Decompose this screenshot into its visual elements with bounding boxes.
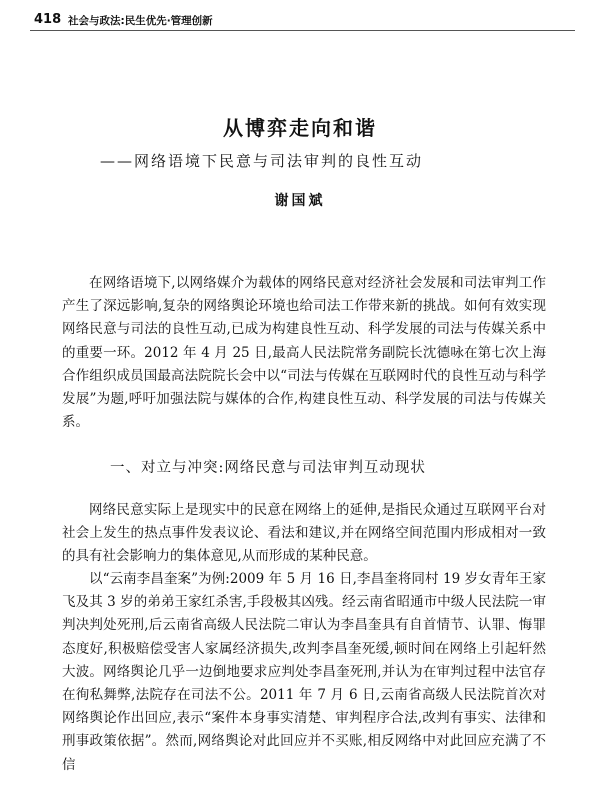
case-paragraph: 以“云南李昌奎案”为例:2009 年 5 月 16 日,李昌奎将同村 19 岁女青年王家飞及其 3 岁的弟弟王家红杀害,手段极其凶残。经云南省昭通市中级人民法院一审判决判处死刑,后云南省高级人民法院二审认为李昌奎具有自首情节、认罪、悔罪态度好,积极赔偿受害人家属经济损失,改判李昌奎死缓,顿时间在网络上引起轩然大波。网络舆论几乎一边倒地要求应判处李昌奎死刑,并认为在审判过程中法官存在徇私舞弊,法院存在司法不公。2011 年 7 月 6 日,云南省高级人民法院首次对网络舆论作出回应,表示“案件本身事实清楚、审判程序合法,改判有事实、法律和刑事政策依据”。然而,网络舆论对此回应并不买账,相反网络中对此回应充满了不信 [62, 571, 546, 773]
definition-paragraph-block [62, 499, 546, 569]
case-paragraph-block [62, 568, 546, 777]
section-heading: 一、对立与冲突:网络民意与司法审判互动现状 [110, 460, 426, 476]
page-header [34, 10, 574, 32]
definition-paragraph: 网络民意实际上是现实中的民意在网络上的延伸,是指民众通过互联网平台对社会上发生的热点事件发表议论、看法和建议,并在网络空间范围内形成相对一致的具有社会影响力的集体意见,从而形成的某种民意。 [62, 502, 546, 565]
running-head: 社会与政法:民生优先·管理创新 [68, 15, 213, 27]
article-subtitle: ——网络语境下民意与司法审判的良性互动 [100, 152, 424, 170]
intro-paragraph: 在网络语境下,以网络媒介为载体的网络民意对经济社会发展和司法审判工作产生了深远影响,复杂的网络舆论环境也给司法工作带来新的挑战。如何有效实现网络民意与司法的良性互动,已成为构建良性互动、科学发展的司法与传媒关系中的重要一环。2012 年 4 月 25 日,最高人民法院常务副院长沈德咏在第七次上海合作组织成员国最高法院院长会中以“司法与传媒在互联网时代的良性互动与科学发展”为题,呼吁加强法院与媒体的合作,构建良性互动、科学发展的司法与传媒关系。 [62, 275, 546, 431]
intro-paragraph-block [62, 272, 546, 434]
article-author: 谢国斌 [274, 193, 326, 209]
article-title: 从博弈走向和谐 [223, 116, 377, 140]
page-number: 418 [34, 12, 62, 27]
header-rule [30, 30, 575, 31]
